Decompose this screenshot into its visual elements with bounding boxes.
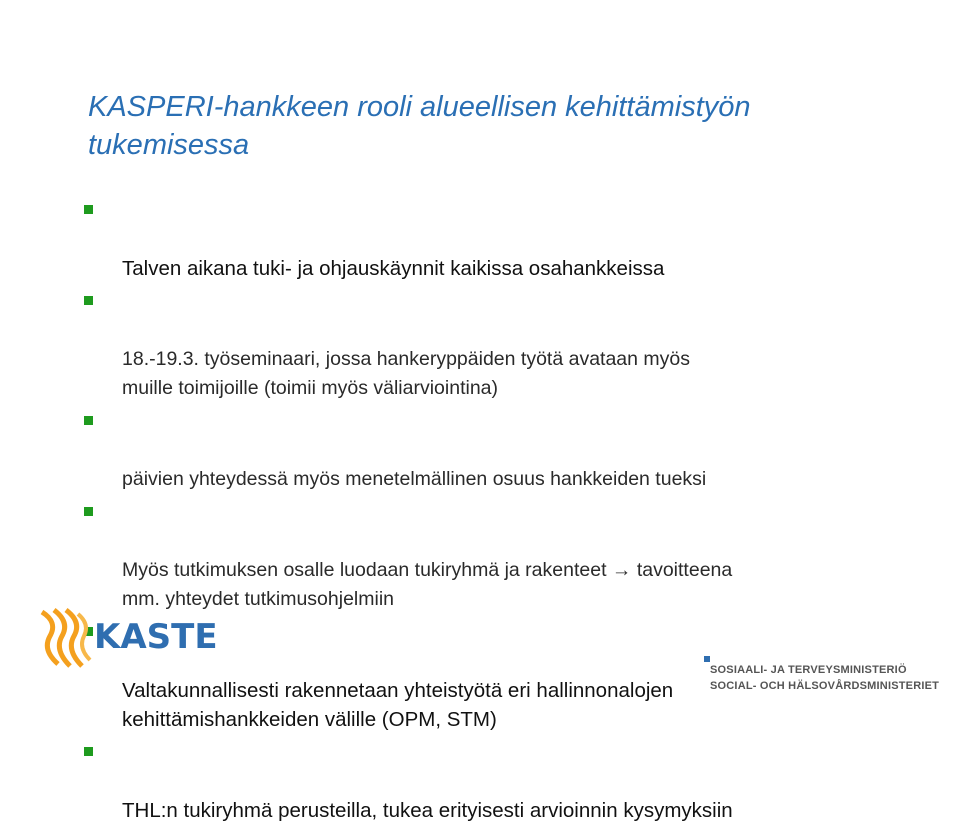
bullet-item — [84, 196, 944, 283]
bullet-item — [84, 738, 944, 825]
bullet-item — [84, 407, 944, 494]
bullet-item — [84, 498, 944, 614]
ministry-name-sv: SOCIAL- OCH HÄLSOVÅRDSMINISTERIET — [710, 680, 940, 692]
square-bullet-icon — [84, 416, 93, 425]
bullet-text: 18.-19.3. työseminaari, jossa hankeryppäiden työtä avataan myös muille toimijoille (toimii myös väliarviointina) — [122, 348, 690, 399]
square-bullet-icon — [84, 507, 93, 516]
kaste-logo — [40, 608, 240, 670]
bullet-text: THL:n tukiryhmä perusteilla, tukea erityisesti arvioinnin kysymyksiin — [122, 799, 733, 822]
bullet-list — [84, 196, 944, 829]
bullet-text: Valtakunnallisesti rakennetaan yhteistyötä eri hallinnonalojen kehittämishankkeiden välille (OPM, STM) — [122, 679, 674, 731]
bullet-item — [84, 287, 944, 403]
square-bullet-icon — [84, 205, 93, 214]
ministry-name-fi: SOSIAALI- JA TERVEYSMINISTERIÖ — [710, 664, 907, 676]
square-bullet-icon — [84, 747, 93, 756]
bullet-text: Talven aikana tuki- ja ohjauskäynnit kaikissa osahankkeissa — [122, 257, 665, 280]
kaste-logo-text: KASTE — [94, 617, 218, 657]
bullet-text: Myös tutkimuksen osalle luodaan tukiryhmä ja rakenteet → tavoitteena mm. yhteydet tutkimusohjelmiin — [122, 559, 733, 610]
kaste-wave-icon — [42, 610, 90, 666]
ministry-dot-icon — [704, 656, 710, 662]
bullet-text: päivien yhteydessä myös menetelmällinen osuus hankkeiden tueksi — [122, 468, 707, 490]
square-bullet-icon — [84, 296, 93, 305]
slide-title: KASPERI-hankkeen rooli alueellisen kehittämistyön tukemisessa — [88, 91, 751, 161]
